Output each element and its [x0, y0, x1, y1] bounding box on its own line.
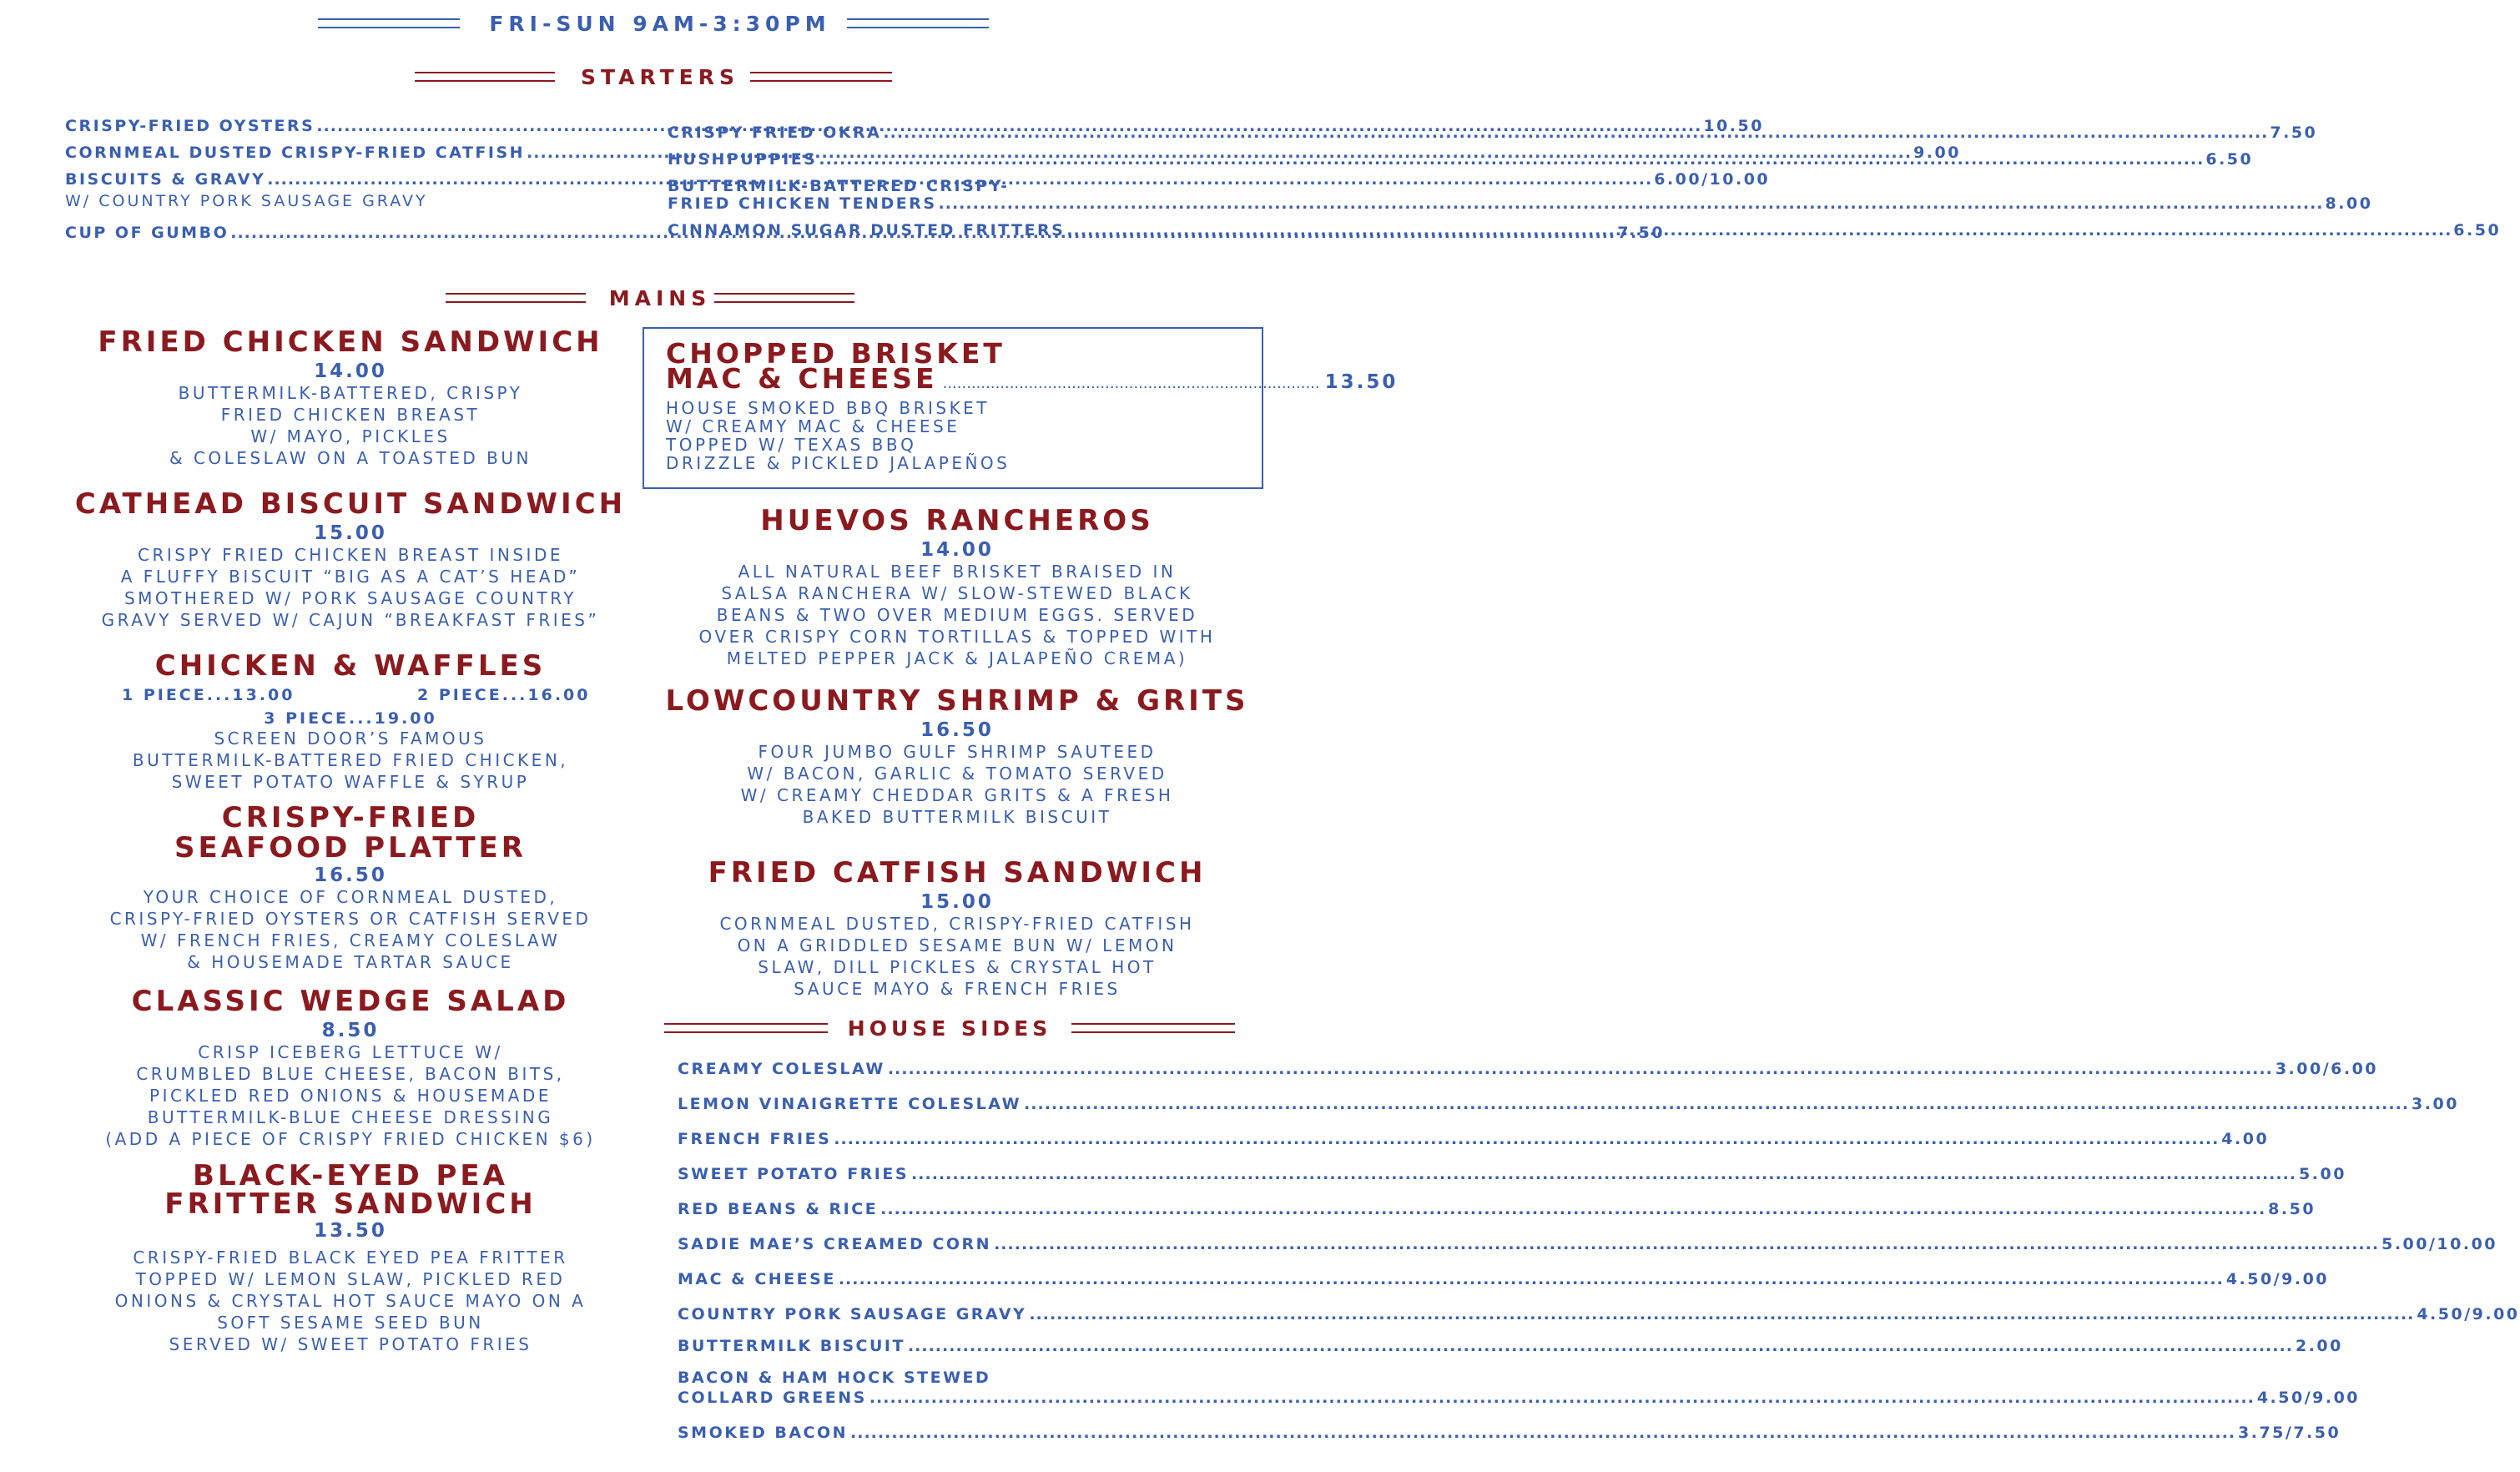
- side-item: COUNTRY PORK SAUSAGE GRAVY ..... 4.50/9.00: [678, 1305, 1178, 1337]
- mains-heading: MAINS: [608, 286, 712, 310]
- hours-rule-right: [847, 18, 989, 28]
- side-item: BUTTERMILK BISCUIT ..... 2.00: [678, 1337, 1178, 1369]
- main-title: HUEVOS RANCHEROS: [760, 504, 1154, 537]
- mains-right-column: [653, 504, 1262, 1000]
- main-title: CHICKEN & WAFFLES: [154, 649, 547, 683]
- starter-note: W/ COUNTRY PORK SAUSAGE GRAVY: [65, 192, 428, 210]
- main-price: 8.50: [321, 1020, 380, 1041]
- main-price: 13.50: [314, 1220, 387, 1242]
- main-description: CORNMEAL DUSTED, CRISPY-FRIED CATFISH ON A GRIDDLED SESAME BUN W/ LEMON SLAW, DILL PICKLES & CRYSTAL HOT SAUCE MAYO & FRENCH FRIES: [719, 914, 1195, 999]
- waffle-options-row: [58, 683, 643, 709]
- main-title: SEAFOOD PLATTER: [174, 831, 527, 865]
- hours-heading: FRI-SUN 9AM-3:30PM: [489, 12, 831, 36]
- main-description: SCREEN DOOR’S FAMOUS BUTTERMILK-BATTERED FRIED CHICKEN, SWEET POTATO WAFFLE & SYRUP: [132, 728, 569, 792]
- main-description: CRISPY FRIED CHICKEN BREAST INSIDE A FLUFFY BISCUIT “BIG AS A CAT’S HEAD” SMOTHERED W/ PORK SAUSAGE COUNTRY GRAVY SERVED W/ CAJUN “BREAKFAST FRIES”: [101, 545, 600, 630]
- featured-title-line2: MAC & CHEESE: [666, 362, 938, 395]
- starter-name-line1: BUTTERMILK-BATTERED CRISPY-: [668, 177, 1010, 195]
- main-title: BLACK-EYED PEA: [193, 1159, 508, 1192]
- main-description: CRISP ICEBERG LETTUCE W/ CRUMBLED BLUE CHEESE, BACON BITS, PICKLED RED ONIONS & HOUSEMADE BUTTERMILK-BLUE CHEESE DRESSING (ADD A PIECE OF CRISPY FRIED CHICKEN $6): [105, 1042, 596, 1149]
- mains-left-column: [58, 325, 643, 1355]
- featured-description: HOUSE SMOKED BBQ BRISKET W/ CREAMY MAC & CHEESE TOPPED W/ TEXAS BBQ DRIZZLE & PICKLED JALAPEÑOS: [666, 398, 1011, 473]
- sides-rule-left: [664, 1023, 828, 1033]
- side-item: RED BEANS & RICE ..... 8.50: [678, 1200, 1178, 1235]
- main-price: 15.00: [920, 891, 994, 913]
- waffle-option: 3 PIECE...19.00: [264, 709, 437, 728]
- starter-item: CORNMEAL DUSTED CRISPY-FRIED CATFISH ..... 9.00: [65, 144, 582, 170]
- side-item: SWEET POTATO FRIES ..... 5.00: [678, 1165, 1178, 1200]
- featured-price: 13.50: [1324, 371, 1399, 393]
- side-name-line1: BACON & HAM HOCK STEWED: [678, 1369, 991, 1387]
- main-title: CRISPY-FRIED: [221, 801, 480, 834]
- side-item: MAC & CHEESE ..... 4.50/9.00: [678, 1270, 1178, 1305]
- side-item: FRENCH FRIES ..... 4.00: [678, 1130, 1178, 1165]
- main-title: FRITTER SANDWICH: [164, 1187, 537, 1221]
- starter-item: CRISPY FRIED OKRA ..... 7.50: [668, 124, 1183, 150]
- starter-item: BISCUITS & GRAVY ..... 6.00/10.00: [65, 170, 582, 192]
- sides-rule-right: [1071, 1023, 1235, 1033]
- main-description: FOUR JUMBO GULF SHRIMP SAUTEED W/ BACON, GARLIC & TOMATO SERVED W/ CREAMY CHEDDAR GRITS & A FRESH BAKED BUTTERMILK BISCUIT: [740, 742, 1174, 827]
- main-title: FRIED CHICKEN SANDWICH: [98, 325, 603, 359]
- main-price: 16.50: [314, 865, 387, 886]
- starter-item: CINNAMON SUGAR DUSTED FRITTERS ..... 6.50: [668, 221, 1183, 248]
- main-description: ALL NATURAL BEEF BRISKET BRAISED IN SALSA RANCHERA W/ SLOW-STEWED BLACK BEANS & TWO OVER MEDIUM EGGS. SERVED OVER CRISPY CORN TORTILLAS & TOPPED WITH MELTED PEPPER JACK & JALAPEÑO CREMA): [698, 562, 1216, 668]
- main-price: 14.00: [920, 539, 994, 561]
- starters-heading: STARTERS: [581, 65, 739, 89]
- starter-item: CUP OF GUMBO ..... 7.50: [65, 224, 582, 250]
- side-item: CREAMY COLESLAW ..... 3.00/6.00: [678, 1060, 1178, 1095]
- featured-title-line1: CHOPPED BRISKET: [666, 337, 1005, 370]
- dot-leader: ...............................................................................: [942, 375, 1320, 392]
- main-description: YOUR CHOICE OF CORNMEAL DUSTED, CRISPY-FRIED OYSTERS OR CATFISH SERVED W/ FRENCH FRIES, CREAMY COLESLAW & HOUSEMADE TARTAR SAUCE: [109, 887, 592, 972]
- main-description: CRISPY-FRIED BLACK EYED PEA FRITTER TOPPED W/ LEMON SLAW, PICKLED RED ONIONS & CRYSTAL HOT SAUCE MAYO ON A SOFT SESAME SEED BUN SERVED W/ SWEET POTATO FRIES: [114, 1248, 587, 1354]
- sides-heading: HOUSE SIDES: [847, 1016, 1052, 1041]
- sides-list: [678, 1060, 2520, 1450]
- main-price: 15.00: [314, 522, 387, 544]
- featured-item-box: [643, 327, 1399, 489]
- featured-title-row: [666, 362, 1399, 395]
- side-item: LEMON VINAIGRETTE COLESLAW ..... 3.00: [678, 1095, 1178, 1130]
- main-description: BUTTERMILK-BATTERED, CRISPY FRIED CHICKEN BREAST W/ MAYO, PICKLES & COLESLAW ON A TOASTED BUN: [169, 383, 532, 468]
- main-title: CLASSIC WEDGE SALAD: [131, 985, 570, 1018]
- main-title: FRIED CATFISH SANDWICH: [708, 856, 1207, 890]
- main-price: 14.00: [314, 360, 387, 382]
- side-item: SADIE MAE’S CREAMED CORN ..... 5.00/10.00: [678, 1235, 1178, 1270]
- main-title: LOWCOUNTRY SHRIMP & GRITS: [665, 684, 1249, 718]
- main-title: CATHEAD BISCUIT SANDWICH: [74, 487, 627, 521]
- side-item: COLLARD GREENS ..... 4.50/9.00: [678, 1389, 1178, 1424]
- waffle-option: 1 PIECE...13.00: [122, 686, 295, 704]
- waffle-option: 2 PIECE...16.00: [417, 686, 591, 704]
- starter-item: CRISPY-FRIED OYSTERS ..... 10.50: [65, 117, 582, 144]
- starter-item: FRIED CHICKEN TENDERS ..... 8.00: [668, 194, 1183, 221]
- starters-rule-right: [750, 72, 892, 82]
- mains-rule-right: [714, 293, 854, 303]
- side-item: SMOKED BACON ..... 3.75/7.50: [678, 1424, 1178, 1450]
- starter-item: HUSHPUPPIES ..... 6.50: [668, 150, 1183, 177]
- main-price: 16.50: [920, 719, 994, 741]
